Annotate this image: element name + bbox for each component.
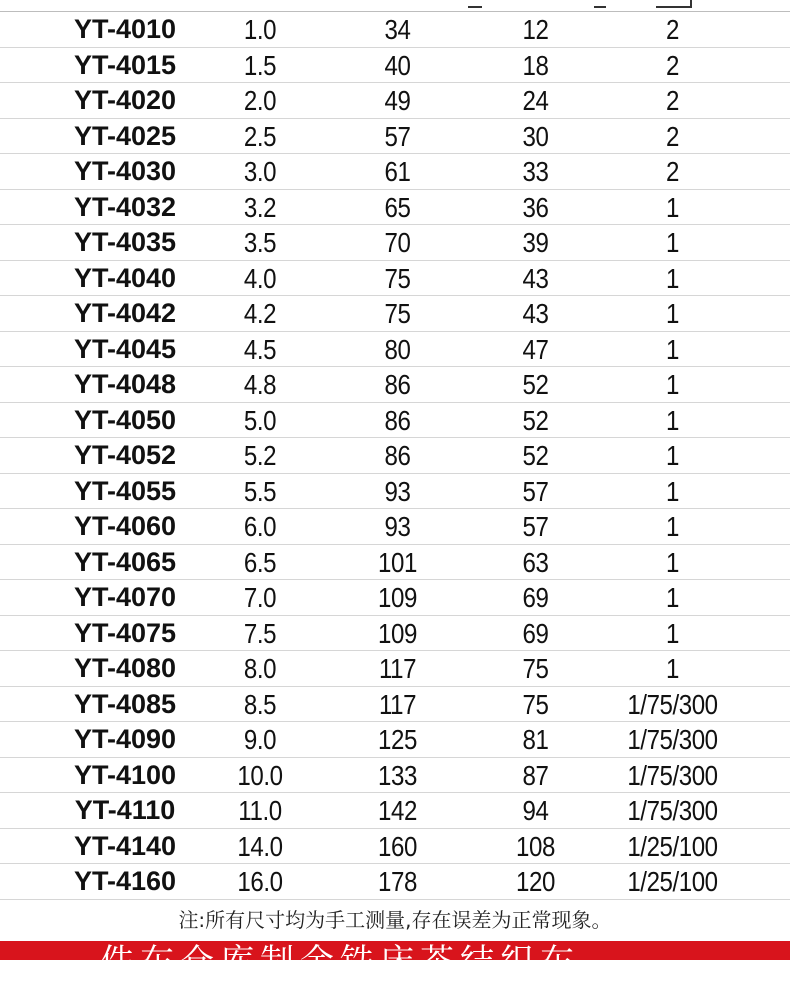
model-cell: YT-4090: [73, 724, 177, 754]
pack-qty-cell: 1/75/300: [627, 724, 718, 755]
diameter-cell: 4.2: [243, 298, 277, 329]
flute-length-cell: 69: [522, 582, 549, 613]
table-row: [0, 119, 790, 155]
model-cell: YT-4110: [74, 795, 176, 825]
model-cell: YT-4055: [73, 475, 177, 506]
flute-length-cell: 36: [522, 191, 549, 223]
model-cell: YT-4075: [73, 617, 177, 648]
flute-length-cell: 87: [522, 759, 549, 791]
total-length-cell: 93: [384, 475, 411, 507]
table-row: [0, 793, 790, 829]
table-row: [0, 83, 790, 119]
pack-qty-cell: 1: [666, 653, 679, 684]
table-row: [0, 722, 790, 758]
pack-qty-cell: 1/75/300: [627, 795, 718, 826]
pack-qty-cell: 1/75/300: [627, 759, 718, 791]
diameter-cell: 9.0: [243, 724, 277, 755]
pack-qty-cell: 1: [666, 440, 679, 471]
model-cell: YT-4100: [73, 759, 177, 790]
total-length-cell: 133: [378, 759, 417, 791]
flute-length-cell: 24: [522, 85, 549, 116]
flute-length-cell: 43: [522, 262, 549, 294]
diameter-cell: 6.5: [243, 546, 277, 578]
total-length-cell: 80: [384, 333, 411, 365]
header-glyph-fragment: [468, 0, 482, 8]
table-header-remnant: [0, 0, 790, 12]
diameter-cell: 5.2: [243, 440, 277, 471]
diameter-cell: 8.5: [243, 688, 277, 720]
total-length-cell: 109: [378, 617, 417, 649]
model-cell: YT-4070: [73, 582, 177, 612]
model-cell: YT-4050: [73, 404, 177, 435]
total-length-cell: 93: [384, 511, 411, 542]
model-cell: YT-4140: [73, 830, 177, 861]
diameter-cell: 5.5: [243, 475, 277, 507]
total-length-cell: 178: [378, 866, 417, 897]
total-length-cell: 49: [384, 85, 411, 116]
diameter-cell: 1.5: [243, 49, 277, 81]
flute-length-cell: 81: [522, 724, 549, 755]
total-length-cell: 61: [384, 156, 411, 187]
pack-qty-cell: 1: [666, 298, 679, 329]
table-row: [0, 758, 790, 794]
model-cell: YT-4042: [73, 298, 177, 328]
total-length-cell: 40: [384, 49, 411, 81]
flute-length-cell: 47: [522, 333, 549, 365]
total-length-cell: 65: [384, 191, 411, 223]
table-row: [0, 829, 790, 865]
flute-length-cell: 52: [522, 404, 549, 436]
model-cell: YT-4080: [73, 653, 177, 683]
diameter-cell: 2.0: [243, 85, 277, 116]
flute-length-cell: 39: [522, 227, 549, 258]
table-row: [0, 154, 790, 190]
total-length-cell: 75: [384, 262, 411, 294]
flute-length-cell: 18: [522, 49, 549, 81]
header-glyph-fragment: [656, 0, 692, 8]
diameter-cell: 3.0: [243, 156, 277, 187]
pack-qty-cell: 2: [666, 120, 679, 152]
pack-qty-cell: 1: [666, 475, 679, 507]
table-row: [0, 651, 790, 687]
model-cell: YT-4035: [73, 227, 177, 257]
flute-length-cell: 108: [516, 830, 555, 862]
pack-qty-cell: 1/25/100: [627, 866, 718, 897]
diameter-cell: 4.8: [243, 369, 277, 400]
model-cell: YT-4065: [73, 546, 177, 577]
flute-length-cell: 94: [522, 795, 549, 826]
pack-qty-cell: 2: [666, 14, 679, 45]
model-cell: YT-4060: [73, 511, 177, 541]
model-cell: YT-4030: [73, 156, 177, 186]
pack-qty-cell: 2: [666, 85, 679, 116]
model-cell: YT-4032: [73, 191, 177, 222]
pack-qty-cell: 1/75/300: [627, 688, 718, 720]
model-cell: YT-4085: [73, 688, 177, 719]
flute-length-cell: 57: [522, 511, 549, 542]
pack-qty-cell: 1: [666, 546, 679, 578]
flute-length-cell: 52: [522, 440, 549, 471]
measurement-note: 注:所有尺寸均为手工测量,存在误差为正常现象。: [178, 908, 612, 932]
diameter-cell: 8.0: [243, 653, 277, 684]
flute-length-cell: 63: [522, 546, 549, 578]
total-length-cell: 75: [384, 298, 411, 329]
table-row: [0, 48, 790, 84]
pack-qty-cell: 2: [666, 156, 679, 187]
table-row: [0, 332, 790, 368]
total-length-cell: 109: [378, 582, 417, 613]
table-row: [0, 296, 790, 332]
diameter-cell: 1.0: [243, 14, 277, 45]
total-length-cell: 70: [384, 227, 411, 258]
table-row: [0, 403, 790, 439]
table-row: [0, 864, 790, 900]
flute-length-cell: 52: [522, 369, 549, 400]
diameter-cell: 3.2: [243, 191, 277, 223]
total-length-cell: 160: [378, 830, 417, 862]
total-length-cell: 86: [384, 404, 411, 436]
diameter-cell: 16.0: [237, 866, 283, 897]
flute-length-cell: 69: [522, 617, 549, 649]
pack-qty-cell: 1: [666, 404, 679, 436]
flute-length-cell: 75: [522, 653, 549, 684]
total-length-cell: 117: [378, 688, 417, 720]
pack-qty-cell: 2: [666, 49, 679, 81]
diameter-cell: 7.0: [243, 582, 277, 613]
banner-text: 、件东仓库制金铁床茶结织东: [60, 942, 580, 982]
diameter-cell: 11.0: [238, 795, 282, 826]
model-cell: YT-4025: [73, 120, 177, 151]
diameter-cell: 6.0: [243, 511, 277, 542]
diameter-cell: 5.0: [243, 404, 277, 436]
total-length-cell: 117: [378, 653, 417, 684]
table-row: [0, 12, 790, 48]
model-cell: YT-4052: [73, 440, 177, 470]
diameter-cell: 2.5: [243, 120, 277, 152]
table-row: [0, 225, 790, 261]
pack-qty-cell: 1: [666, 582, 679, 613]
diameter-cell: 3.5: [243, 227, 277, 258]
pack-qty-cell: 1: [666, 369, 679, 400]
pack-qty-cell: 1/25/100: [627, 830, 718, 862]
pack-qty-cell: 1: [666, 511, 679, 542]
total-length-cell: 57: [384, 120, 411, 152]
model-cell: YT-4048: [73, 369, 177, 399]
table-row: [0, 474, 790, 510]
total-length-cell: 101: [378, 546, 417, 578]
flute-length-cell: 57: [522, 475, 549, 507]
model-cell: YT-4160: [73, 866, 177, 896]
pack-qty-cell: 1: [666, 333, 679, 365]
diameter-cell: 10.0: [237, 759, 283, 791]
diameter-cell: 4.5: [243, 333, 277, 365]
flute-length-cell: 120: [516, 866, 555, 897]
total-length-cell: 142: [378, 795, 417, 826]
spec-table: [0, 12, 790, 900]
model-cell: YT-4015: [73, 49, 177, 80]
table-row: [0, 367, 790, 403]
table-row: [0, 580, 790, 616]
pack-qty-cell: 1: [666, 227, 679, 258]
diameter-cell: 4.0: [243, 262, 277, 294]
pack-qty-cell: 1: [666, 262, 679, 294]
total-length-cell: 34: [384, 14, 411, 45]
total-length-cell: 86: [384, 369, 411, 400]
table-row: [0, 438, 790, 474]
diameter-cell: 7.5: [243, 617, 277, 649]
model-cell: YT-4045: [73, 333, 177, 364]
pack-qty-cell: 1: [666, 191, 679, 223]
total-length-cell: 125: [378, 724, 417, 755]
table-row: [0, 545, 790, 581]
total-length-cell: 86: [384, 440, 411, 471]
model-cell: YT-4020: [73, 85, 177, 115]
table-row: [0, 190, 790, 226]
header-glyph-fragment: [594, 0, 606, 8]
table-row: [0, 616, 790, 652]
red-banner: [0, 941, 790, 982]
pack-qty-cell: 1: [666, 617, 679, 649]
diameter-cell: 14.0: [237, 830, 283, 862]
table-row: [0, 509, 790, 545]
flute-length-cell: 30: [522, 120, 549, 152]
flute-length-cell: 12: [522, 14, 549, 45]
flute-length-cell: 75: [522, 688, 549, 720]
flute-length-cell: 33: [522, 156, 549, 187]
flute-length-cell: 43: [522, 298, 549, 329]
table-row: [0, 687, 790, 723]
model-cell: YT-4040: [73, 262, 177, 293]
table-row: [0, 261, 790, 297]
model-cell: YT-4010: [73, 14, 177, 44]
